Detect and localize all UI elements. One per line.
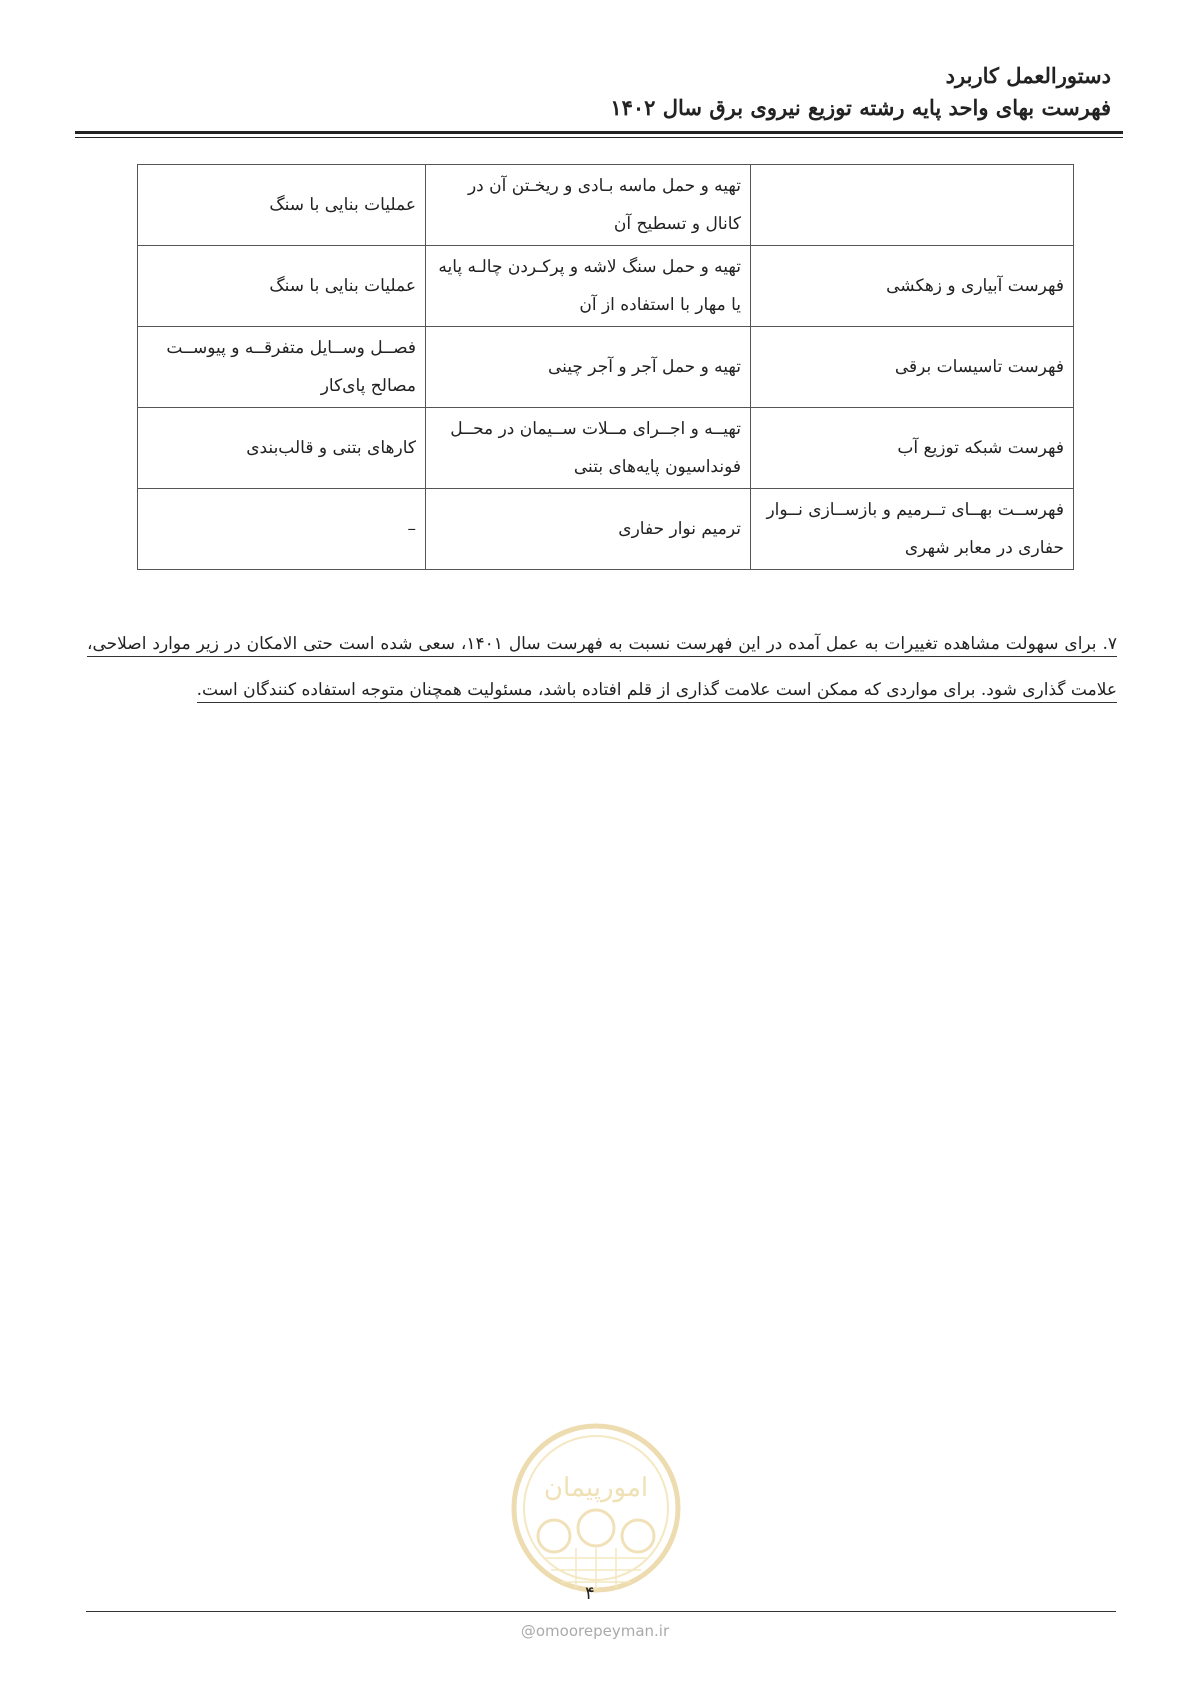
watermark-site: @omoorepeyman.ir (520, 1622, 670, 1640)
svg-text:امورپیمان: امورپیمان (543, 1473, 649, 1503)
page-number: ۴ (585, 1583, 595, 1604)
table-cell: فهرست تاسیسات برقی (751, 327, 1074, 408)
table-cell: – (138, 489, 426, 570)
table-cell: تهیه و حمل سنگ لاشه و پرکـردن چالـه پایه یا مهار با استفاده از آن (426, 246, 751, 327)
footer-rule (86, 1611, 1116, 1612)
table-cell: فهرست شبکه توزیع آب (751, 408, 1074, 489)
note-paragraph (87, 621, 1117, 713)
table-row (138, 408, 1074, 489)
table-cell: ترمیم نوار حفاری (426, 489, 751, 570)
table-row (138, 327, 1074, 408)
table-cell: تهیه و حمل ماسه بـادی و ریخـتن آن در کانال و تسطیح آن (426, 165, 751, 246)
note-text: ۷. برای سهولت مشاهده تغییرات به عمل آمده در این فهرست نسبت به فهرست سال ۱۴۰۱، سعی شده است حتی الامکان در زیر موارد اصلاحی، علامت گذاری شود. برای مواردی که ممکن است علامت گذاری از قلم افتاده باشد، مسئولیت همچنان متوجه استفاده کنندگان است. (87, 634, 1117, 703)
table-row (138, 246, 1074, 327)
document-title: دستورالعمل کاربرد (945, 63, 1111, 88)
table-cell: تهیه و حمل آجر و آجر چینی (426, 327, 751, 408)
table-cell (751, 165, 1074, 246)
reference-table (137, 164, 1074, 570)
header-rule-thick (75, 131, 1123, 134)
watermark-logo-icon (506, 1418, 686, 1598)
table-row (138, 165, 1074, 246)
table-cell: فهرســت بهــای تــرمیم و بازســازی نــوار حفاری در معابر شهری (751, 489, 1074, 570)
document-subtitle: فهرست بهای واحد پایه رشته توزیع نیروی برق سال ۱۴۰۲ (610, 95, 1111, 120)
table-cell: تهیــه و اجــرای مــلات ســیمان در محــل فونداسیون پایه‌های بتنی (426, 408, 751, 489)
header-rule-thin (75, 137, 1123, 138)
table-cell: کارهای بتنی و قالب‌بندی (138, 408, 426, 489)
table-cell: عملیات بنایی با سنگ (138, 165, 426, 246)
document-header (610, 60, 1111, 124)
table-row (138, 489, 1074, 570)
table-cell: فصــل وســایل متفرقــه و پیوســت مصالح پای‌کار (138, 327, 426, 408)
table-cell: عملیات بنایی با سنگ (138, 246, 426, 327)
table-cell: فهرست آبیاری و زهکشی (751, 246, 1074, 327)
